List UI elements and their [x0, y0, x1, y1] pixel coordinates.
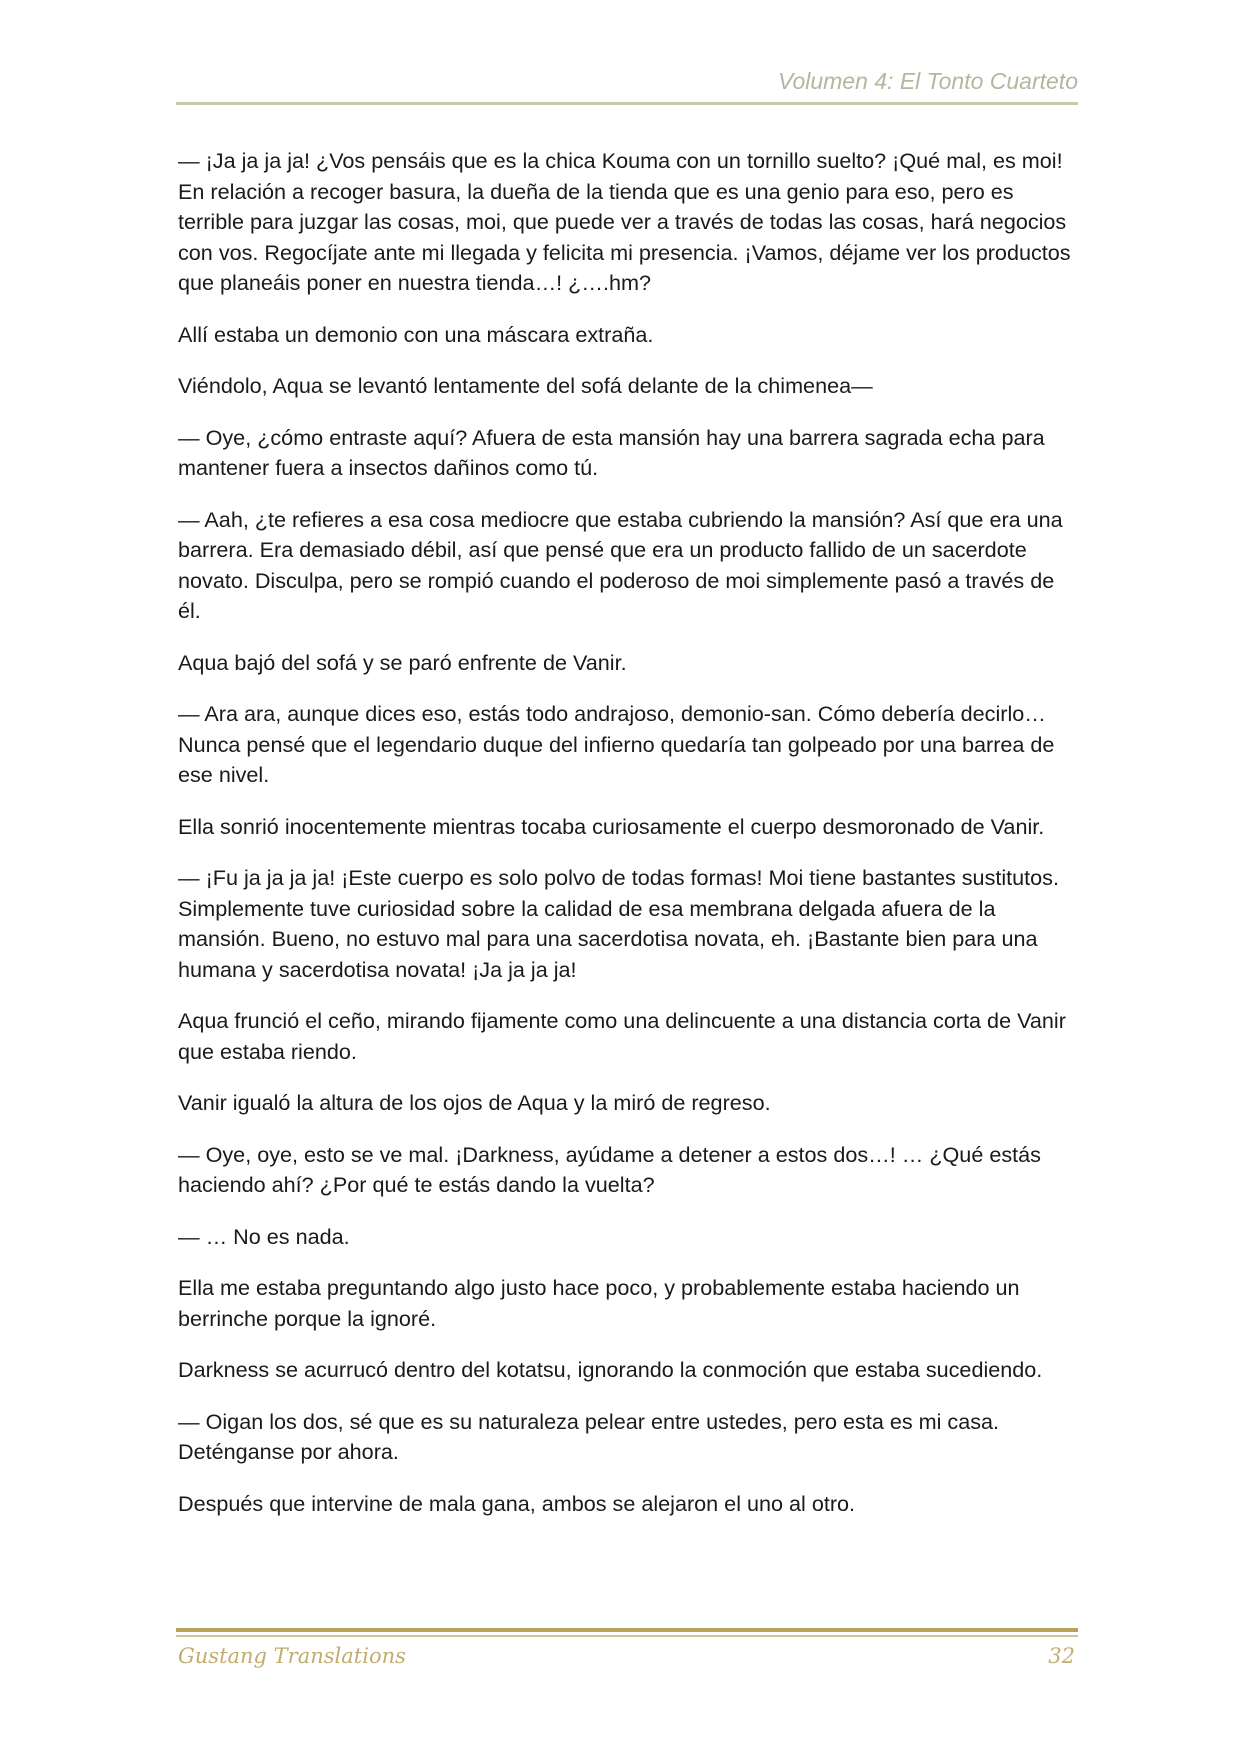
paragraph: Ella me estaba preguntando algo justo hace poco, y probablemente estaba haciendo un berrinche porque la ignoré. [178, 1275, 1020, 1331]
header-divider [176, 102, 1078, 105]
paragraph: Darkness se acurrucó dentro del kotatsu, ignorando la conmoción que estaba sucediendo. [178, 1357, 1043, 1382]
paragraph: — Ara ara, aunque dices eso, estás todo andrajoso, demonio-san. Cómo debería decirlo… Nunca pensé que el legendario duque del infierno quedaría tan golpeado por una barrea de ese nivel. [178, 701, 1055, 787]
paragraph: Después que intervine de mala gana, ambos se alejaron el uno al otro. [178, 1490, 856, 1516]
paragraph: — ¡Fu ja ja ja ja! ¡Este cuerpo es solo polvo de todas formas! Moi tiene bastantes sustitutos. Simplemente tuve curiosidad sobre la calidad de esa membrana delgada afuera de la mansión. Bueno, no estuvo mal para una sacerdotisa novata, eh. ¡Bastante bien para una humana y sacerdotisa novata! ¡Ja ja ja ja! [178, 865, 1059, 982]
footer-publisher: Gustang Translations [178, 1644, 406, 1668]
paragraph: — Oye, oye, esto se ve mal. ¡Darkness, ayúdame a detener a estos dos…! … ¿Qué estás haciendo ahí? ¿Por qué te estás dando la vuelta? [178, 1141, 1041, 1197]
paragraph: Aqua frunció el ceño, mirando fijamente como una delincuente a una distancia corta de Vanir que estaba riendo. [178, 1008, 1066, 1064]
paragraph: — … No es nada. [178, 1223, 350, 1249]
footer-divider-thin [176, 1635, 1078, 1637]
paragraph: Ella sonrió inocentemente mientras tocaba curiosamente el cuerpo desmoronado de Vanir. [178, 813, 1045, 839]
paragraph: — Oigan los dos, sé que es su naturaleza pelear entre ustedes, pero esta es mi casa. Deténganse por ahora. [178, 1408, 1000, 1464]
page-header-title: Volumen 4: El Tonto Cuarteto [777, 68, 1078, 94]
footer-divider-thick [176, 1628, 1078, 1632]
paragraph: Vanir igualó la altura de los ojos de Aqua y la miró de regreso. [178, 1090, 771, 1115]
paragraph: — Aah, ¿te refieres a esa cosa mediocre que estaba cubriendo la mansión? Así que era una barrera. Era demasiado débil, así que pensé que era un producto fallido de un sacerdote novato. Disculpa, pero se rompió cuando el poderoso de moi simplemente pasó a través de él. [178, 506, 1063, 623]
paragraph: Allí estaba un demonio con una máscara extraña. [178, 321, 654, 347]
paragraph: Aqua bajó del sofá y se paró enfrente de Vanir. [178, 649, 627, 675]
body-text [178, 146, 1083, 1540]
paragraph: — ¡Ja ja ja ja! ¿Vos pensáis que es la chica Kouma con un tornillo suelto? ¡Qué mal, es moi! En relación a recoger basura, la dueña de la tienda que es una genio para eso, pero es terrible para juzgar las cosas, moi, que puede ver a través de todas las cosas, hará negocios con vos. Regocíjate ante mi llegada y felicita mi presencia. ¡Vamos, déjame ver los productos que planeáis poner en nuestra tienda…! ¿….hm? [178, 148, 1071, 295]
paragraph: Viéndolo, Aqua se levantó lentamente del sofá delante de la chimenea— [178, 373, 873, 398]
paragraph: — Oye, ¿cómo entraste aquí? Afuera de esta mansión hay una barrera sagrada echa para mantener fuera a insectos dañinos como tú. [178, 424, 1045, 480]
footer-page-number: 32 [1048, 1644, 1075, 1668]
